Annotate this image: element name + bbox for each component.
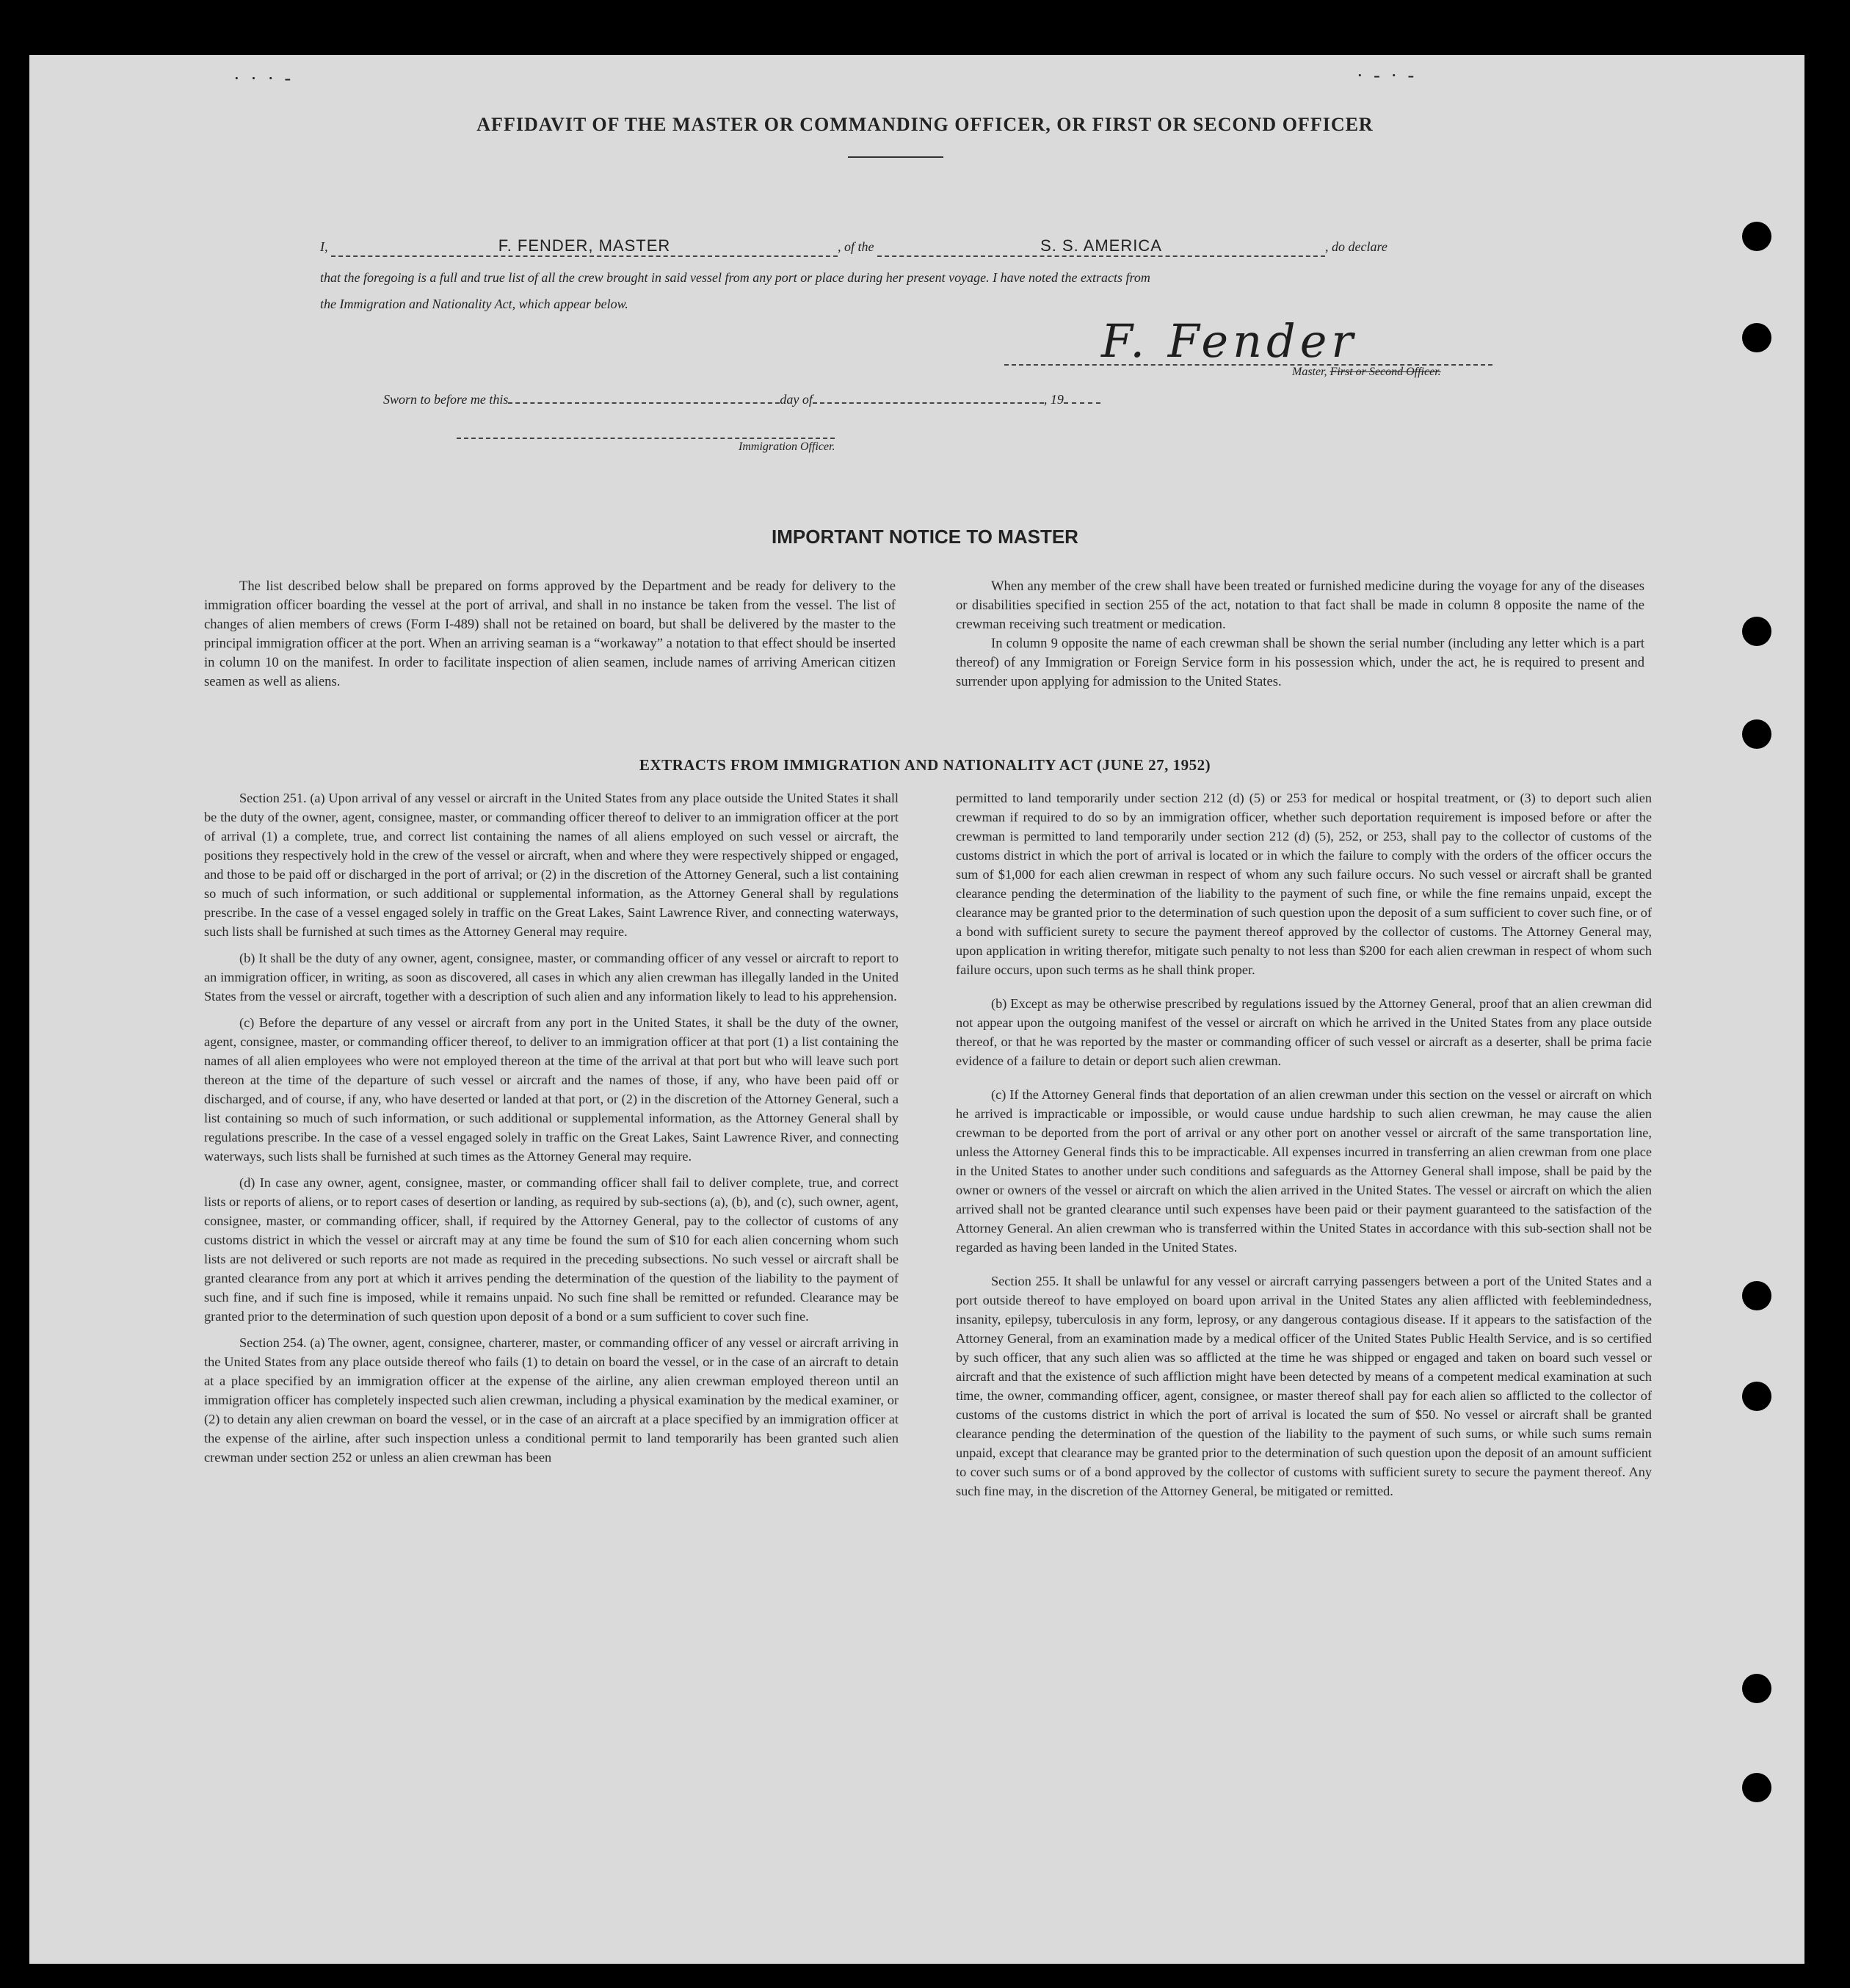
section-255: Section 255. It shall be unlawful for any vessel or aircraft carrying passengers between a port of the United States and a port outside thereof to have employed on board upon arrival in the United States any alien afflicted with feeblemindedness, insanity, epilepsy, tuberculosis in any form, leprosy, or any dangerous contagious disease. If it appears to the satisfaction of the Attorney General, from an examination made by a medical officer of the United States Public Health Service, and is so certified by such officer, that any such alien was so afflicted at the time he was shipped or engaged and taken on board such vessel or aircraft and that the existence of such affliction might have been detected by means of a competent medical examination at such time, the owner, commanding officer, agent, consignee, or master thereof shall pay for each alien so afflicted to the collector of customs of the customs district in which the port of arrival is located the sum of $50. No vessel or aircraft shall be granted clearance pending the determination of the question of the liability to the payment of such sums, or while such sums remain unpaid, except that clearance may be granted prior to the determination of such question upon the deposit of an amount sufficient to cover such sums or of a bond approved by the collector of customs with sufficient surety to secure the payment thereof. Any such fine may, in the discretion of the Attorney General, be mitigated or remitted. [956, 1274, 1652, 1498]
signer-caption-master: Master, [1292, 366, 1327, 378]
section-254-a: Section 254. (a) The owner, agent, consignee, charterer, master, or commanding officer of any vessel or aircraft arriving in the United States from any place outside thereof who fails (1) to detain on board the vessel, or in the case of an aircraft to detain at a place specified by an immigration officer at the expense of the airline, any alien crewman employed thereon until an immigration officer has completely inspected such alien crewman, including a physical examination by the medical examiner, or (2) to detain any alien crewman on board the vessel, or in the case of an aircraft at a place specified by an immigration officer at the expense of the airline, after such inspection unless a conditional permit to land temporarily has been granted such alien crewman under section 252 or unless an alien crewman has been [204, 1335, 899, 1465]
binder-hole [1742, 1773, 1771, 1802]
notice-left-column [204, 577, 896, 692]
binder-hole [1742, 323, 1771, 352]
section-254-a-continued: permitted to land temporarily under section 212 (d) (5) or 253 for medical or hospital treatment, or (3) to deport such alien crewman if required to do so by an immigration officer, whether such deportation requirement is imposed before or after the crewman is permitted to land temporarily under section 212 (d) (5), 252, or 253, shall pay to the collector of customs of the customs district in which the port of arrival is located or in which the failure to comply with the orders of the officer occurs the sum of $1,000 for each alien crewman in respect of whom any such failure occurs. No such vessel or aircraft shall be granted clearance pending the determination of the liability to the payment of such fine, or while the fine remains unpaid, except the clearance may be granted prior to the determination of such question upon the deposit of a sum sufficient to cover such fine, or of a bond with sufficient surety to secure the payment thereof approved by the collector of customs. The Attorney General may, upon application in writing therefor, mitigate such penalty to not less than $200 for each alien crewman in respect of whom such failure occurs, upon such terms as he shall think proper. [956, 791, 1652, 977]
scan-mark-left: · · · - [233, 68, 294, 89]
i-label: I, [320, 239, 328, 254]
immigration-officer-line [457, 438, 835, 439]
master-signature: F. Fender [1101, 314, 1358, 368]
title-divider [848, 156, 943, 158]
section-251-a: Section 251. (a) Upon arrival of any vessel or aircraft in the United States from any place outside the United States it shall be the duty of the owner, agent, consignee, master, or commanding officer thereof to deliver to an immigration officer at the port of arrival (1) a complete, true, and correct list containing the names of all aliens employed on such vessel or aircraft, the positions they respectively hold in the crew of the vessel or aircraft, when and where they were respectively shipped or engaged, and those to be paid off or discharged in the port of arrival; or (2) in the discretion of the Attorney General, such a list containing so much of such information, or such additional or supplemental information, as the Attorney General shall by regulations prescribe. In the case of a vessel engaged solely in traffic on the Great Lakes, Saint Lawrence River, and connecting waterways, such lists shall be furnished at such times as the Attorney General may require. [204, 791, 899, 939]
do-declare-label: , do declare [1325, 239, 1388, 254]
extracts-title: EXTRACTS FROM IMMIGRATION AND NATIONALITY ACT (JUNE 27, 1952) [639, 756, 1211, 774]
notice-left-paragraph: The list described below shall be prepared on forms approved by the Department and be ready for delivery to the immigration officer boarding the vessel at the port of arrival, and shall in no instance be taken from the vessel. The list of changes of alien members of crews (Form I-489) shall not be retained on board, but shall be delivered by the master to the principal immigration officer at the port. When an arriving seaman is a “workaway” a notation to that effect should be inserted in column 10 on the manifest. In order to facilitate inspection of alien seamen, include names of arriving American citizen seamen as well as aliens. [204, 578, 896, 689]
sworn-day-field[interactable] [508, 388, 780, 404]
binder-hole [1742, 222, 1771, 251]
scan-mark-right: · - · - [1357, 65, 1418, 86]
section-251-b: (b) It shall be the duty of any owner, agent, consignee, master, or commanding officer of any vessel or aircraft to report to an immigration officer, in writing, as soon as discovered, all cases in which any alien crewman has illegally landed in the United States from the vessel or aircraft, together with a description of such alien and any information likely to lead to his apprehension. [204, 951, 899, 1004]
sworn-line [383, 388, 1558, 407]
section-251-d: (d) In case any owner, agent, consignee, master, or commanding officer shall fail to deliver complete, true, and correct lists or reports of aliens, or to report cases of desertion or landing, as required by sub-sections (a), (b), and (c), such owner, agent, consignee, master, or commanding officer, shall, if required by the Attorney General, pay to the collector of customs of any customs district in which the vessel or aircraft may at any time be found the sum of $10 for each alien concerning whom such lists are not delivered or such reports are not made as required in the preceding subsections. No such vessel or aircraft shall be granted clearance from any port at which it arrives pending the determination of the question of the liability to the payment of such fine, and if such fine is imposed, while it remains unpaid. No such fine shall be remitted or refunded. Clearance may be granted prior to the determination of such question upon deposit of a bond or a sum sufficient to cover such fine. [204, 1175, 899, 1324]
sworn-label: Sworn to before me this [383, 392, 509, 407]
sworn-year-field[interactable] [1064, 388, 1100, 404]
extracts-right-column [956, 788, 1652, 1508]
declaration-line-2: the Immigration and Nationality Act, which appear below. [320, 297, 628, 311]
binder-hole [1742, 1674, 1771, 1703]
binder-hole [1742, 719, 1771, 749]
affidavit-name-line [320, 236, 1495, 257]
section-254-c: (c) If the Attorney General finds that deportation of an alien crewman under this section on the vessel or aircraft on which he arrived is impracticable or impossible, or would cause undue hardship to such alien crewman, he may cause the alien crewman to be deported from the port of arrival or any other port on another vessel or aircraft of the same transportation line, unless the Attorney General finds this to be impracticable. All expenses incurred in transferring an alien crewman from one place in the United States to another under such conditions and safeguards as the Attorney General shall impose, shall be paid by the owner or owners of the vessel or aircraft on which the alien arrived in the United States. The vessel or aircraft on which the alien arrived shall not be granted clearance until such expenses have been paid or their payment guaranteed to the satisfaction of the Attorney General. An alien crewman who is transferred within the United States in accordance with this sub-section shall not be regarded as having been landed in the United States. [956, 1087, 1652, 1255]
notice-right-column [956, 577, 1644, 692]
notice-right-paragraph-1: When any member of the crew shall have been treated or furnished medicine during the voyage for any of the diseases or disabilities specified in section 255 of the act, notation to that fact shall be made in column 8 opposite the name of the crewman receiving such treatment or medication. [956, 578, 1644, 632]
sworn-month-field[interactable] [813, 388, 1044, 404]
signer-caption [1292, 366, 1441, 379]
master-name-field[interactable]: F. FENDER, MASTER [331, 236, 838, 257]
signer-caption-struck: First or Second Officer. [1330, 366, 1441, 378]
notice-title: IMPORTANT NOTICE TO MASTER [772, 526, 1078, 548]
section-251-c: (c) Before the departure of any vessel or aircraft from any port in the United States, it shall be the duty of the owner, agent, consignee, master, or commanding officer thereof, to deliver to an immigration officer at that port (1) a list containing the names of all alien employees who were not employed thereon at the time of the arrival at that port but who will leave such port thereon at the time of the departure of such vessel or aircraft and the names of those, if any, who have been paid off or discharged, and of course, if any, who have deserted or landed at that port, or (2) in the discretion of the Attorney General, such a list containing so much of such information, or such additional or supplemental information, as the Attorney General shall by regulations prescribe. In the case of a vessel engaged solely in traffic on the Great Lakes, Saint Lawrence River, and connecting waterways, such lists shall be furnished at such times as the Attorney General may require. [204, 1015, 899, 1164]
declaration-line-1: that the foregoing is a full and true list of all the crew brought in said vessel from any port or place during her present voyage. I have noted the extracts from [320, 270, 1150, 285]
day-of-label: day of [780, 392, 813, 407]
notice-right-paragraph-2: In column 9 opposite the name of each crewman shall be shown the serial number (including any letter which is a part thereof) of any Immigration or Foreign Service form in his possession which, under the act, he is required to present and surrender upon applying for admission to the United States. [956, 636, 1644, 689]
affidavit-title: AFFIDAVIT OF THE MASTER OR COMMANDING OFFICER, OR FIRST OR SECOND OFFICER [476, 114, 1374, 135]
immigration-officer-caption: Immigration Officer. [739, 440, 835, 453]
binder-hole [1742, 1281, 1771, 1310]
year-label: , 19 [1043, 392, 1064, 407]
vessel-name-field[interactable]: S. S. AMERICA [877, 236, 1325, 257]
of-the-label: , of the [838, 239, 874, 254]
extracts-left-column [204, 788, 899, 1474]
section-254-b: (b) Except as may be otherwise prescribed by regulations issued by the Attorney General, proof that an alien crewman did not appear upon the outgoing manifest of the vessel or aircraft on which he arrived in the United States from any place outside thereof, or that he was reported by the master or commanding officer of such vessel or aircraft as a deserter, shall be prima facie evidence of a failure to detain or deport such alien crewman. [956, 996, 1652, 1068]
binder-hole [1742, 1382, 1771, 1411]
binder-hole [1742, 617, 1771, 646]
